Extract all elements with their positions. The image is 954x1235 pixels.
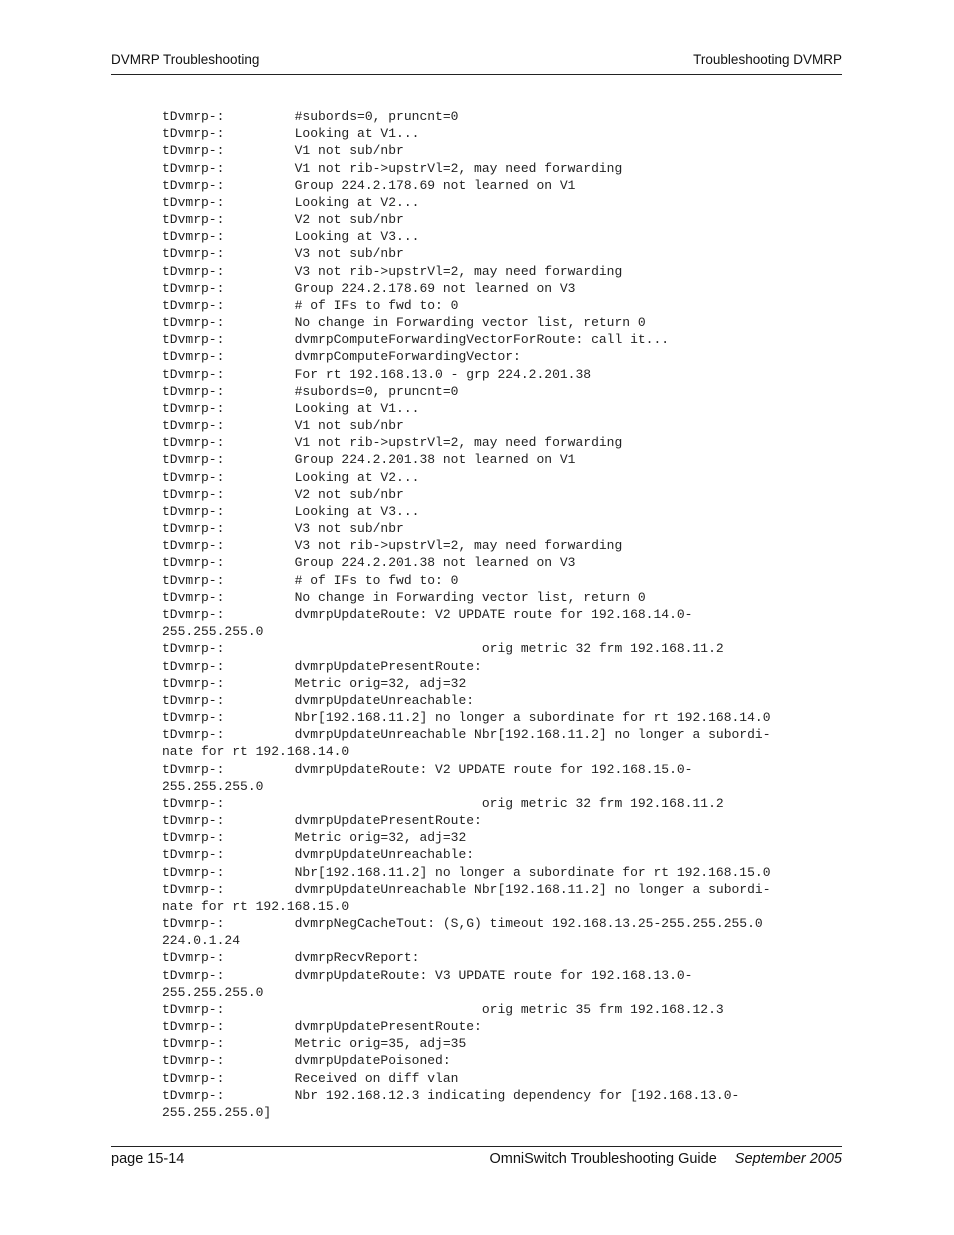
log-line: tDvmrp-: dvmrpUpdatePresentRoute:: [162, 658, 482, 674]
log-line: tDvmrp-: Metric orig=32, adj=32: [162, 830, 467, 846]
log-line: tDvmrp-: V2 not sub/nbr: [162, 486, 404, 502]
log-line: tDvmrp-: V3 not sub/nbr: [162, 521, 404, 537]
log-line: tDvmrp-: dvmrpUpdateUnreachable:: [162, 692, 475, 708]
log-line: tDvmrp-: dvmrpUpdateUnreachable:: [162, 847, 475, 863]
log-line: tDvmrp-: orig metric 35 frm 192.168.12.3: [162, 1001, 724, 1017]
log-line: tDvmrp-: V3 not rib->upstrVl=2, may need forwarding: [162, 263, 623, 279]
log-line: tDvmrp-: Group 224.2.178.69 not learned on V1: [162, 177, 576, 193]
log-line: tDvmrp-: Metric orig=35, adj=35: [162, 1036, 467, 1052]
log-line: tDvmrp-: Nbr[192.168.11.2] no longer a subordinate for rt 192.168.15.0: [162, 864, 771, 880]
page-number: page 15-14: [111, 1151, 185, 1167]
log-line: tDvmrp-: #subords=0, pruncnt=0: [162, 109, 459, 124]
log-line: tDvmrp-: dvmrpUpdatePoisoned:: [162, 1053, 451, 1069]
log-line: tDvmrp-: Group 224.2.201.38 not learned on V1: [162, 452, 576, 468]
log-line: tDvmrp-: Metric orig=32, adj=32: [162, 675, 467, 691]
log-line: tDvmrp-: # of IFs to fwd to: 0: [162, 572, 459, 588]
header-divider: [111, 74, 842, 75]
log-line: tDvmrp-: No change in Forwarding vector list, return 0: [162, 589, 646, 605]
log-line: tDvmrp-: dvmrpUpdateUnreachable Nbr[192.168.11.2] no longer a subordi-: [162, 881, 771, 897]
log-line: tDvmrp-: V2 not sub/nbr: [162, 212, 404, 228]
log-line: tDvmrp-: Looking at V3...: [162, 503, 420, 519]
log-line: tDvmrp-: V1 not sub/nbr: [162, 418, 404, 434]
log-line: tDvmrp-: Looking at V1...: [162, 126, 420, 142]
header-section-title: DVMRP Troubleshooting: [111, 52, 260, 67]
publication-date: September 2005: [734, 1151, 842, 1167]
log-line: tDvmrp-: Nbr 192.168.12.3 indicating dependency for [192.168.13.0-: [162, 1087, 740, 1103]
log-line: tDvmrp-: dvmrpUpdateUnreachable Nbr[192.168.11.2] no longer a subordi-: [162, 727, 771, 743]
log-line: tDvmrp-: #subords=0, pruncnt=0: [162, 383, 459, 399]
log-line: tDvmrp-: dvmrpUpdateRoute: V2 UPDATE route for 192.168.14.0-: [162, 606, 693, 622]
log-line: tDvmrp-: dvmrpUpdatePresentRoute:: [162, 1019, 482, 1035]
log-line: 255.255.255.0: [162, 624, 264, 640]
log-line: tDvmrp-: Looking at V2...: [162, 469, 420, 485]
log-line: tDvmrp-: dvmrpUpdateRoute: V2 UPDATE route for 192.168.15.0-: [162, 761, 693, 777]
log-line: tDvmrp-: V3 not sub/nbr: [162, 246, 404, 262]
log-line: 224.0.1.24: [162, 933, 241, 949]
debug-log-output: [162, 108, 771, 1121]
log-line: tDvmrp-: Group 224.2.201.38 not learned on V3: [162, 555, 576, 571]
log-line: tDvmrp-: dvmrpComputeForwardingVectorForRoute: call it...: [162, 332, 670, 348]
header-chapter-title: Troubleshooting DVMRP: [693, 52, 842, 67]
log-line: tDvmrp-: V1 not sub/nbr: [162, 143, 404, 159]
log-line: nate for rt 192.168.14.0: [162, 744, 350, 760]
log-line: 255.255.255.0]: [162, 1104, 272, 1120]
log-line: 255.255.255.0: [162, 778, 264, 794]
log-line: tDvmrp-: V1 not rib->upstrVl=2, may need forwarding: [162, 435, 623, 451]
log-line: tDvmrp-: Group 224.2.178.69 not learned on V3: [162, 280, 576, 296]
log-line: tDvmrp-: V1 not rib->upstrVl=2, may need forwarding: [162, 160, 623, 176]
log-line: tDvmrp-: Looking at V1...: [162, 400, 420, 416]
guide-title: OmniSwitch Troubleshooting Guide: [489, 1151, 717, 1167]
log-line: tDvmrp-: dvmrpUpdateRoute: V3 UPDATE route for 192.168.13.0-: [162, 967, 693, 983]
footer-divider: [111, 1146, 842, 1147]
log-line: tDvmrp-: orig metric 32 frm 192.168.11.2: [162, 641, 724, 657]
log-line: tDvmrp-: No change in Forwarding vector list, return 0: [162, 315, 646, 331]
log-line: tDvmrp-: Looking at V3...: [162, 229, 420, 245]
log-line: tDvmrp-: V3 not rib->upstrVl=2, may need forwarding: [162, 538, 623, 554]
log-line: tDvmrp-: dvmrpNegCacheTout: (S,G) timeout 192.168.13.25-255.255.255.0: [162, 916, 763, 932]
log-line: tDvmrp-: For rt 192.168.13.0 - grp 224.2.201.38: [162, 366, 592, 382]
log-line: nate for rt 192.168.15.0: [162, 898, 350, 914]
log-line: tDvmrp-: Nbr[192.168.11.2] no longer a subordinate for rt 192.168.14.0: [162, 710, 771, 726]
log-line: tDvmrp-: dvmrpUpdatePresentRoute:: [162, 813, 482, 829]
log-line: tDvmrp-: dvmrpComputeForwardingVector:: [162, 349, 521, 365]
log-line: tDvmrp-: orig metric 32 frm 192.168.11.2: [162, 795, 724, 811]
log-line: tDvmrp-: Looking at V2...: [162, 194, 420, 210]
footer-info: [489, 1151, 842, 1167]
log-line: tDvmrp-: # of IFs to fwd to: 0: [162, 297, 459, 313]
log-line: 255.255.255.0: [162, 984, 264, 1000]
log-line: tDvmrp-: dvmrpRecvReport:: [162, 950, 420, 966]
log-line: tDvmrp-: Received on diff vlan: [162, 1070, 459, 1086]
